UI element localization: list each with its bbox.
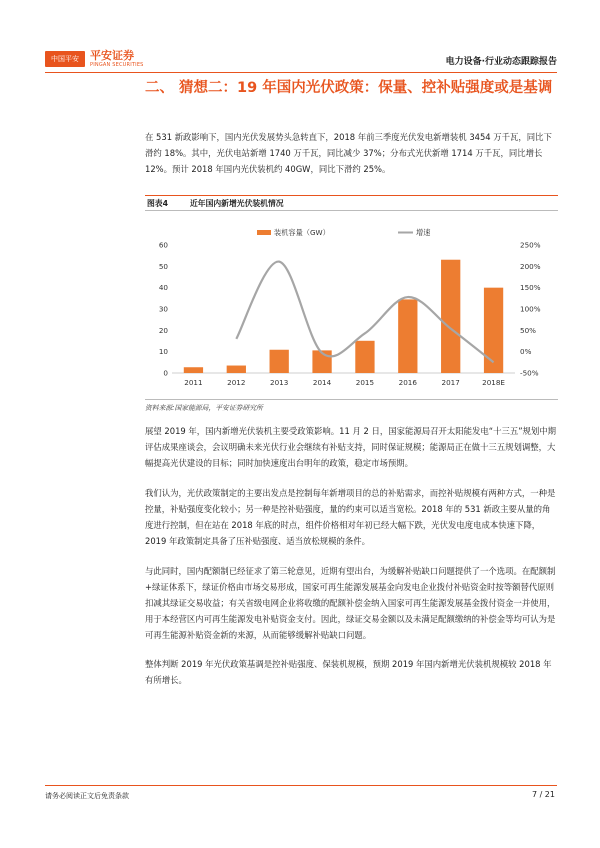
bar	[355, 341, 374, 373]
y-right-tick-label: 150%	[520, 283, 541, 293]
y-right-tick-label: 200%	[520, 261, 541, 271]
bar	[184, 367, 203, 373]
paragraph-1: 在 531 新政影响下，国内光伏发展势头急转直下，2018 年前三季度光伏发电新增装机 3454 万千瓦，同比下滑约 18%。其中，光伏电站新增 1740 万千瓦，同比减少 37%；分布式光伏新增 1714 万千瓦，同比增长 12%。预计 2018 年国内光伏装机约 40GW，同比下滑约 25%。	[145, 132, 552, 174]
y-right-tick-label: 50%	[520, 325, 536, 335]
paragraph-4: 与此同时，国内配额制已经征求了第三轮意见，近期有望出台，为缓解补贴缺口问题提供了一个选项。在配额制+绿证体系下，绿证价格由市场交易形成，国家可再生能源发展基金向发电企业拨付补贴资金时按等额替代原则扣减其绿证交易收益；有关省级电网企业将收缴的配额补偿金纳入国家可再生能源发展基金拨付资金一并使用，用于本经营区内可再生能源发电补贴资金支付。因此，绿证交易金额以及未满足配额缴纳的补偿金等均可认为是可再生能源补贴资金新的来源，从而能够缓解补贴缺口问题。	[145, 566, 556, 640]
paragraph-5: 整体判断 2019 年光伏政策基调是控补贴强度、保装机规模，预期 2019 年国内新增光伏装机规模较 2018 年有所增长。	[145, 659, 552, 685]
figure-source-divider	[145, 399, 558, 400]
y-right-tick-label: 250%	[520, 240, 541, 250]
x-tick-label: 2011	[184, 378, 203, 387]
company-logo	[45, 50, 144, 68]
legend-label-bar: 装机容量（GW）	[274, 228, 330, 237]
x-tick-label: 2017	[441, 378, 460, 387]
footer-disclaimer: 请务必阅读正文后免责条款	[45, 792, 129, 800]
x-tick-label: 2018E	[482, 378, 505, 387]
logo-name	[90, 50, 144, 68]
x-tick-label: 2016	[398, 378, 417, 387]
y-right-tick-label: 0%	[520, 347, 532, 357]
paragraph-2: 展望 2019 年，国内新增光伏装机主要受政策影响。11 月 2 日，国家能源局召开太阳能发电“十三五”规划中期评估成果座谈会，会议明确未来光伏行业会继续有补贴支持，同时保证规模；能源局正在做十三五规划调整，大幅提高光伏建设的目标；同时加快速度出台明年的政策，稳定市场预期。	[145, 426, 557, 468]
footer-divider	[45, 785, 557, 786]
x-tick-label: 2012	[227, 378, 246, 387]
logo-name-en: PINGAN SECURITIES	[90, 62, 144, 68]
chart-canvas	[145, 212, 558, 397]
section-heading: 二、 猜想二：19 年国内光伏政策：保量、控补贴强度或是基调	[145, 80, 553, 96]
y-left-tick-label: 20	[158, 325, 168, 335]
bar	[441, 260, 460, 373]
y-right-tick-label: -50%	[520, 368, 539, 378]
y-left-tick-label: 30	[158, 304, 168, 314]
chart	[145, 212, 558, 397]
header-divider	[45, 72, 557, 73]
paragraph-3: 我们认为，光伏政策制定的主要出发点是控制每年新增项目的总的补贴需求，而控补贴规模有两种方式，一种是控量，补贴强度变化较小；另一种是控补贴强度，量的约束可以适当宽松。2018 年的 531 新政主要从量的角度进行控制，但在站在 2018 年底的时点，组件价格相对年初已经大幅下跌，光伏发电度电成本快速下降，2019 年政策制定具备了压补贴强度、适当放松规模的条件。	[145, 488, 556, 546]
figure-title: 近年国内新增光伏装机情况	[190, 198, 284, 208]
y-left-tick-label: 10	[158, 347, 168, 357]
x-tick-label: 2014	[312, 378, 332, 387]
legend-swatch-bar	[257, 230, 271, 235]
page-header	[45, 44, 557, 72]
x-tick-label: 2013	[270, 378, 289, 387]
y-left-tick-label: 50	[158, 261, 168, 271]
figure-source: 资料来源:国家能源局，平安证券研究所	[145, 404, 263, 412]
legend-label-line: 增速	[416, 228, 431, 237]
y-left-tick-label: 60	[158, 240, 168, 250]
logo-name-cn: 平安证券	[90, 49, 134, 62]
bar	[270, 350, 289, 373]
bar	[484, 288, 503, 373]
y-left-tick-label: 0	[163, 368, 168, 378]
report-type: 电力设备·行业动态跟踪报告	[445, 57, 557, 67]
page-number: 7 / 21	[531, 790, 555, 799]
bar	[398, 299, 417, 373]
figure-number: 图表4	[147, 198, 169, 208]
figure-title-bar	[145, 195, 558, 211]
x-tick-label: 2015	[355, 378, 375, 387]
y-right-tick-label: 100%	[520, 304, 541, 314]
logo-badge: 中国平安	[45, 51, 85, 67]
bar	[227, 366, 246, 373]
y-left-tick-label: 40	[158, 283, 168, 293]
